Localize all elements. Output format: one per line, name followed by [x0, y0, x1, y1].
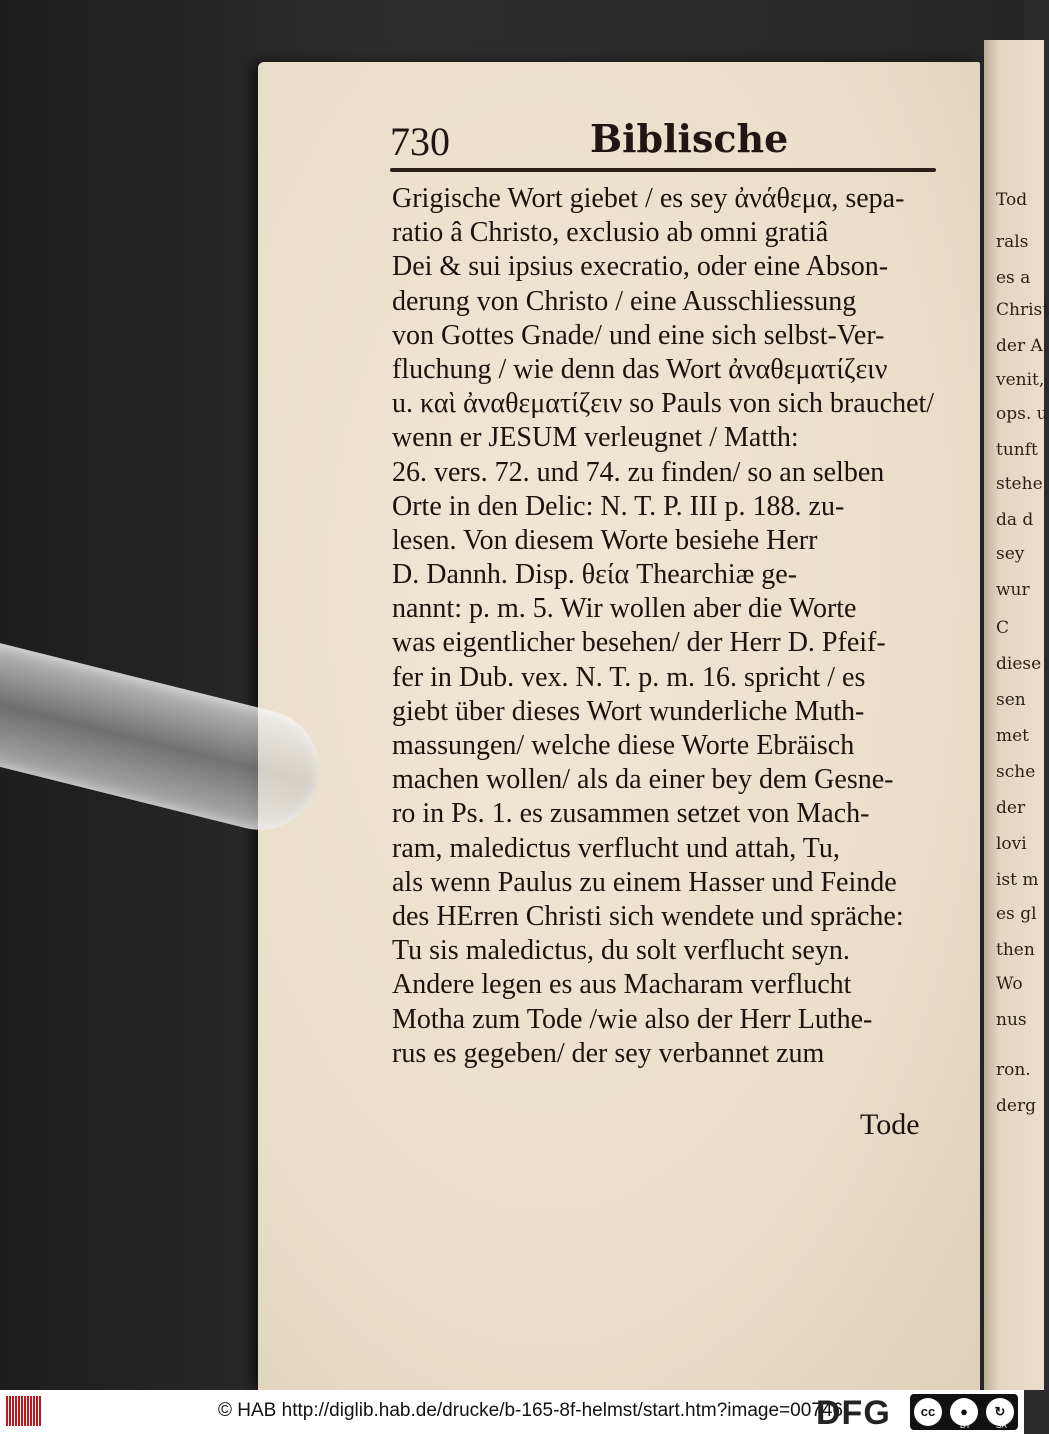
facing-page-fragment: sche: [996, 762, 1036, 782]
facing-page-fragment: then: [996, 940, 1035, 960]
text-line: ratio â Christo, exclusio ab omni gratiâ: [392, 217, 829, 249]
facing-page-fragment: der A: [996, 336, 1043, 356]
facing-page-fragment: derg: [996, 1096, 1036, 1116]
share-alike-icon: ↻: [986, 1398, 1014, 1426]
facing-page-fragment: Wo: [996, 974, 1023, 994]
text-line: des HErren Christi sich wendete und spräche:: [392, 900, 904, 932]
dfg-logo: DFG: [816, 1394, 891, 1432]
text-line: als wenn Paulus zu einem Hasser und Feinde: [392, 866, 897, 898]
text-line: rus es gegeben/ der sey verbannet zum: [392, 1037, 825, 1069]
facing-page-fragment: venit,: [996, 370, 1045, 390]
text-line: Motha zum Tode /wie also der Herr Luthe-: [392, 1003, 873, 1035]
text-line: D. Dannh. Disp. θεία Thearchiæ ge-: [392, 559, 798, 591]
text-line: derung von Christo / eine Ausschliessung: [392, 285, 857, 317]
facing-page-fragment: stehe: [996, 474, 1043, 494]
text-line: Orte in den Delic: N. T. P. III p. 188. zu-: [392, 490, 845, 522]
facing-page-fragment: rals: [996, 232, 1029, 252]
text-line: nannt: p. m. 5. Wir wollen aber die Worte: [392, 593, 857, 625]
text-line: fluchung / wie denn das Wort ἀναθεματίζειν: [392, 353, 888, 385]
text-line: Grigische Wort giebet / es sey ἀνάθεμα, sepa-: [392, 183, 905, 214]
text-line: von Gottes Gnade/ und eine sich selbst-Ver-: [392, 319, 885, 351]
catchword: Tode: [860, 1108, 920, 1141]
page-header: [390, 118, 940, 168]
text-line: fer in Dub. vex. N. T. p. m. 16. spricht / es: [392, 661, 866, 693]
text-line: machen wollen/ als da einer bey dem Gesne-: [392, 764, 894, 796]
page-number: 730: [390, 119, 450, 164]
facing-page-fragment: nus: [996, 1010, 1027, 1030]
facing-page-fragment: da d: [996, 510, 1034, 530]
footer-bar: [0, 1390, 1024, 1434]
running-title: Biblische: [590, 116, 789, 161]
text-line: ro in Ps. 1. es zusammen setzet von Mach-: [392, 798, 870, 830]
facing-page-fragment: sey: [996, 544, 1025, 564]
facing-page-fragment: ron.: [996, 1060, 1031, 1080]
facing-page-fragment: tunft: [996, 440, 1038, 460]
text-line: was eigentlicher besehen/ der Herr D. Pfeif-: [392, 627, 886, 659]
facing-page-fragment: diese: [996, 654, 1042, 674]
facing-page-fragment: der: [996, 798, 1026, 818]
text-line: massungen/ welche diese Worte Ebräisch: [392, 730, 855, 761]
by-label: BY: [960, 1421, 971, 1430]
attribution-icon: ●: [950, 1398, 978, 1426]
text-line: 26. vers. 72. und 74. zu finden/ so an selben: [392, 456, 885, 488]
facing-page-edge: [984, 40, 1049, 1390]
header-rule: [390, 168, 936, 172]
body-text: [392, 182, 940, 1071]
facing-page-fragment: es a: [996, 268, 1031, 288]
facing-page-fragment: sen: [996, 690, 1026, 710]
sa-label: SA: [996, 1421, 1007, 1430]
text-line: giebt über dieses Wort wunderliche Muth-: [392, 695, 865, 727]
facing-page-fragment: Tod: [996, 190, 1028, 210]
text-line: wenn er JESUM verleugnet / Matth:: [392, 422, 799, 454]
facing-page-fragment: C: [996, 618, 1010, 638]
facing-page-fragment: met: [996, 726, 1030, 746]
facing-page-fragment: wur: [996, 580, 1030, 600]
text-line: Tu sis maledictus, du solt verflucht seyn.: [392, 935, 850, 967]
facing-page-fragment: ist m: [996, 870, 1039, 890]
text-line: Andere legen es aus Macharam verflucht: [392, 969, 852, 1001]
facing-page-fragment: lovi: [996, 834, 1027, 854]
citation-link[interactable]: © HAB http://diglib.hab.de/drucke/b-165-8f-helmst/start.htm?image=00746: [218, 1400, 843, 1421]
text-line: ram, maledictus verflucht und attah, Tu,: [392, 832, 840, 864]
facing-page-fragment: es gl: [996, 904, 1037, 924]
cc-license-badge[interactable]: [910, 1394, 1018, 1430]
facing-page-fragment: ops. u: [996, 404, 1048, 424]
cc-icon: cc: [914, 1398, 942, 1426]
hab-logo-icon: [6, 1396, 46, 1428]
facing-page-fragment: Christ: [996, 300, 1049, 320]
text-line: lesen. Von diesem Worte besiehe Herr: [392, 524, 818, 556]
text-line: Dei & sui ipsius execratio, oder eine Abson-: [392, 251, 889, 283]
text-line: u. καὶ ἀναθεματίζειν so Pauls von sich brauchet/: [392, 388, 935, 420]
